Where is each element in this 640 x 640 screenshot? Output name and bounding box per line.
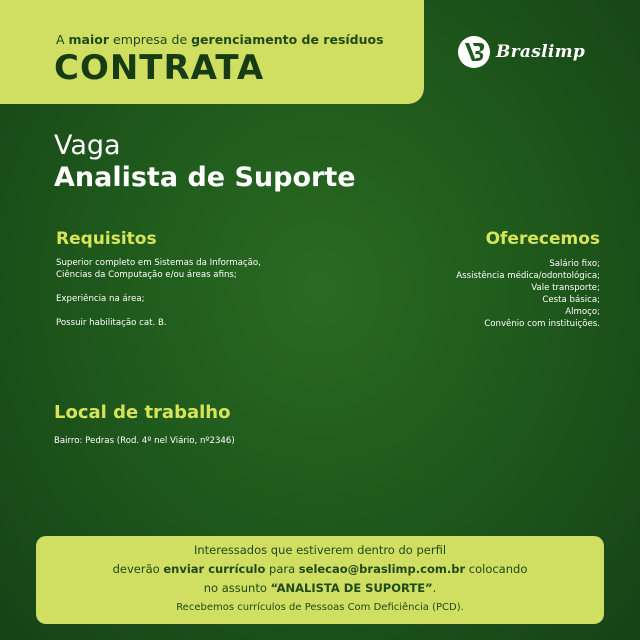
job-label: Vaga [54,130,121,161]
header-banner [0,0,424,104]
application-info-box [36,536,604,624]
pcd-notice: Recebemos currículos de Pessoas Com Deficiência (PCD). [176,602,464,613]
footer-line-1: Interessados que estiverem dentro do perfil [193,543,447,557]
workplace-address: Bairro: Pedras (Rod. 4º nel Viário, nº2346) [54,436,235,446]
requirements-list [56,257,276,341]
footer-line-3: no assunto “ANALISTA DE SUPORTE”. [203,581,437,595]
job-title: Analista de Suporte [54,162,356,193]
list-item: Almoço; [565,307,600,317]
list-item: Experiência na área; [56,294,145,304]
list-item: Cesta básica; [542,295,600,305]
company-logo [456,34,606,70]
list-item: Assistência médica/odontológica; [456,271,600,281]
offers-title: Oferecemos [485,229,600,249]
braslimp-logo-icon [456,34,492,70]
offers-list [360,258,600,330]
list-item: Salário fixo; [549,259,600,269]
tagline: A maior empresa de gerenciamento de resíduos [56,32,384,47]
footer-line-2: deverão enviar currículo para selecao@braslimp.com.br colocando [112,562,528,576]
requirements-title: Requisitos [56,229,157,249]
list-item: Vale transporte; [531,283,600,293]
email-address[interactable]: selecao@braslimp.com.br [298,562,466,576]
list-item: Convênio com instituições. [484,319,600,329]
headline: CONTRATA [54,48,265,88]
list-item: Possuir habilitação cat. B. [56,318,167,328]
logo-text: Braslimp [496,42,586,62]
email-subject: “ANALISTA DE SUPORTE” [270,581,433,595]
workplace-title: Local de trabalho [54,402,231,423]
list-item: Superior completo em Sistemas da Informação, Ciências da Computação e/ou áreas afins; [56,258,261,280]
